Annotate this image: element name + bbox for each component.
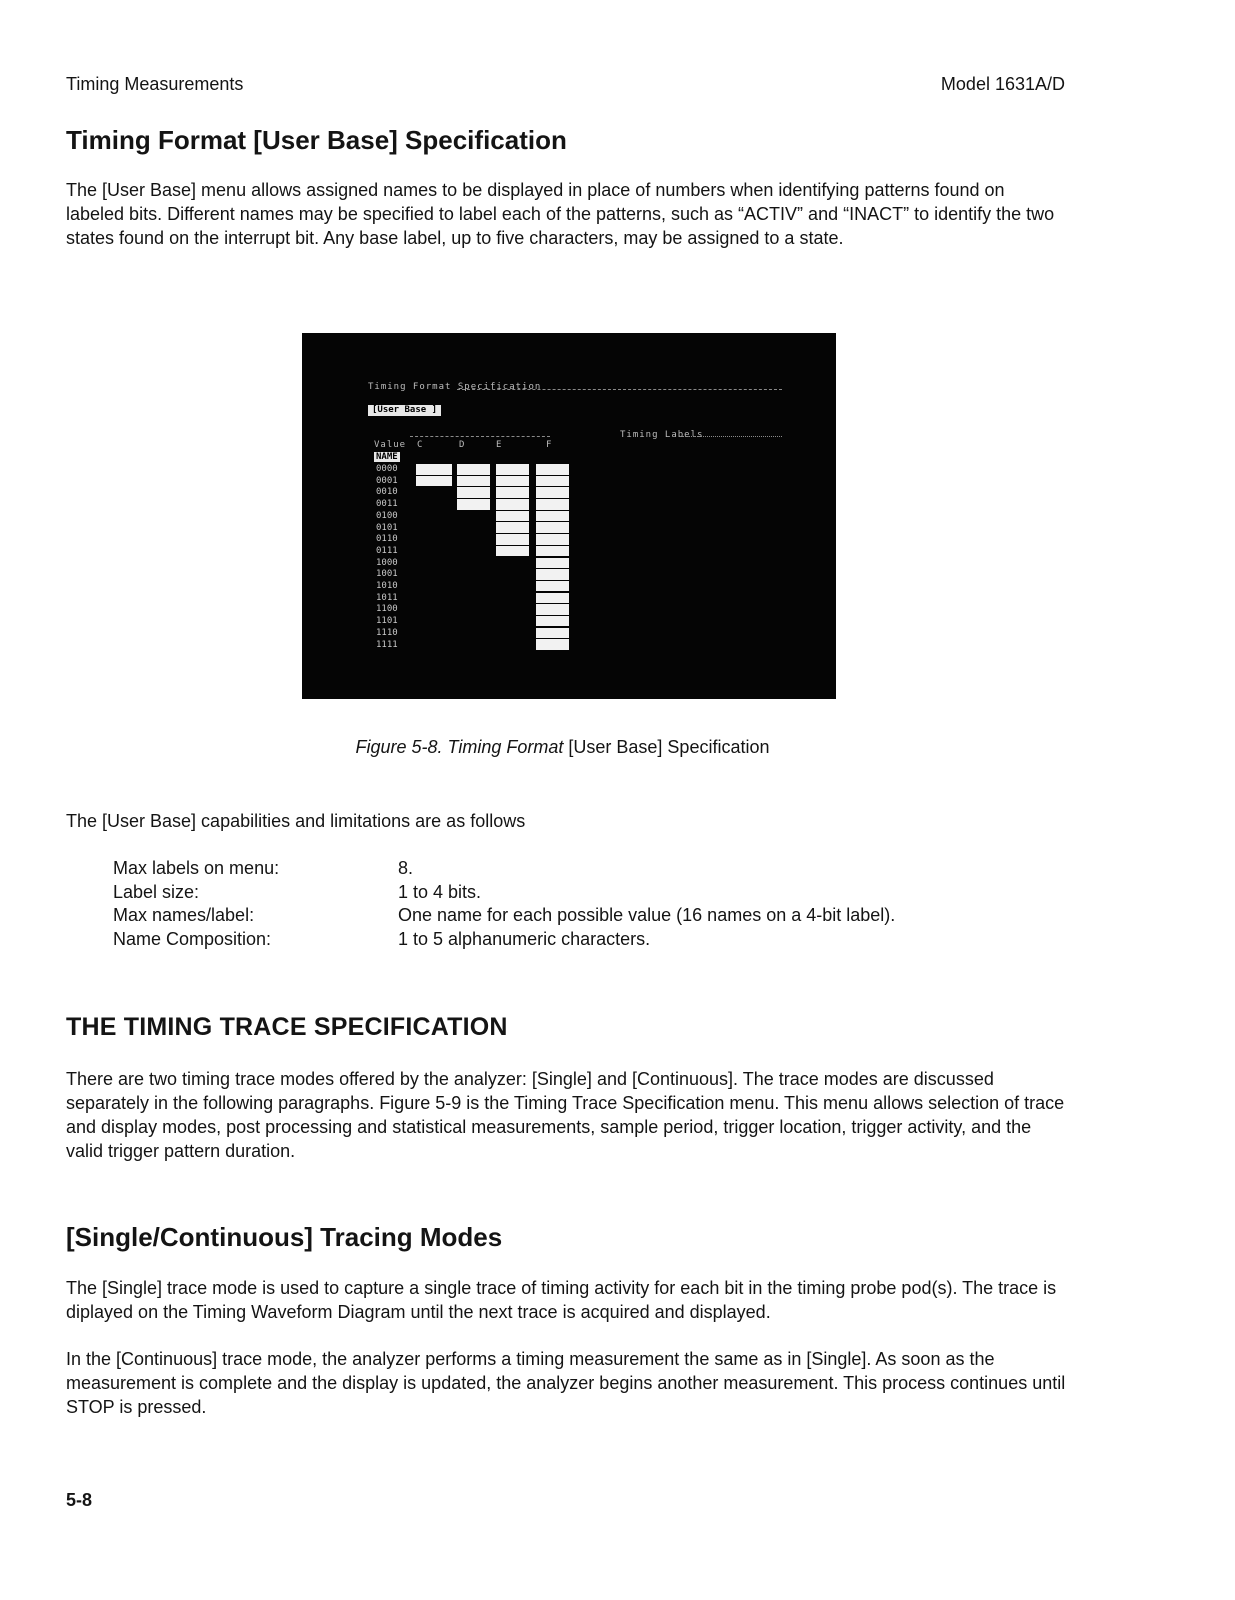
screen-name-cell — [536, 534, 569, 545]
screen-column-d-cells — [457, 464, 490, 511]
screen-name-cell — [536, 558, 569, 569]
screen-mode-field: [User Base ] — [368, 405, 441, 416]
screen-name-cell — [496, 487, 529, 498]
screen-value-item: 1010 — [376, 581, 398, 592]
figure-caption-rest: [User Base] Specification — [563, 737, 770, 757]
screen-value-item: 1000 — [376, 557, 398, 568]
screen-column-c-cells — [416, 464, 452, 487]
screen-name-cell — [496, 511, 529, 522]
screen-value-item: 1101 — [376, 616, 398, 627]
screen-name-cell — [457, 476, 490, 487]
capability-row — [113, 904, 895, 928]
screen-value-item: 1110 — [376, 627, 398, 638]
screen-value-item: 0010 — [376, 487, 398, 498]
capability-value: 1 to 4 bits. — [398, 881, 482, 902]
capability-key: Label size: — [113, 881, 200, 902]
capability-key: Max names/label: — [113, 905, 255, 925]
screen-value-heading: Value — [374, 440, 407, 450]
screen-name-cell — [536, 593, 569, 604]
page-number: 5-8 — [66, 1490, 93, 1510]
screen-column-f-cells — [536, 464, 569, 651]
capabilities-list — [113, 857, 895, 951]
screen-column-header-e: E — [496, 440, 502, 450]
screen-name-cell — [496, 534, 529, 545]
capability-key: Name Composition: — [113, 928, 272, 949]
screen-name-cell — [536, 581, 569, 592]
user-base-paragraph: The [User Base] menu allows assigned names to be displayed in place of numbers when identifying patterns found on labeled bits. Different names may be specified to label each of the patterns, such as “ACTIV” and “INACT” to identify the two states found on the interrupt bit. Any base label, up to five characters, may be assigned to a state. — [66, 180, 1055, 248]
screen-name-cell — [416, 476, 452, 487]
screen-name-cell — [536, 499, 569, 510]
screen-name-cell — [536, 616, 569, 627]
capability-value: 1 to 5 alphanumeric characters. — [398, 928, 651, 949]
screen-name-cell — [536, 511, 569, 522]
screen-column-header-f: F — [546, 440, 552, 450]
screen-name-cell — [457, 464, 490, 475]
screen-value-item: 1111 — [376, 639, 398, 650]
capability-value: One name for each possible value (16 names on a 4-bit label). — [398, 905, 896, 925]
screen-name-cell — [496, 546, 529, 557]
capability-row — [113, 857, 895, 881]
screen-name-cell — [536, 628, 569, 639]
screen-name-cell — [416, 464, 452, 475]
screen-name-cell — [536, 522, 569, 533]
screen-column-header-d: D — [459, 440, 465, 450]
capabilities-intro: The [User Base] capabilities and limitations are as follows — [66, 811, 526, 831]
screen-name-cell — [496, 499, 529, 510]
screen-value-item: 0100 — [376, 510, 398, 521]
screen-value-item: 1001 — [376, 569, 398, 580]
section-title-tracing-modes: [Single/Continuous] Tracing Modes — [66, 1222, 503, 1252]
screen-title-rule — [457, 389, 782, 390]
screen-labels-rule-left — [410, 436, 550, 437]
screen-value-item: 0111 — [376, 545, 398, 556]
screen-name-cell — [536, 464, 569, 475]
screen-labels-heading: Timing Labels — [620, 430, 704, 440]
screen-name-cell — [496, 476, 529, 487]
screen-name-cell — [457, 499, 490, 510]
screen-name-cell — [536, 546, 569, 557]
screen-value-list — [376, 464, 398, 651]
screen-value-item: 1011 — [376, 592, 398, 603]
screen-value-item: 0101 — [376, 522, 398, 533]
screen-name-cell — [536, 569, 569, 580]
capability-row — [113, 928, 895, 952]
section-title-user-base: Timing Format [User Base] Specification — [66, 125, 567, 155]
screen-name-cell — [536, 604, 569, 615]
screen-value-item: 0000 — [376, 464, 398, 474]
screen-name-cell — [536, 476, 569, 487]
screen-value-item: 0001 — [376, 475, 398, 486]
continuous-mode-paragraph: In the [Continuous] trace mode, the analyzer performs a timing measurement the same as in [Single]. As soon as the measurement is complete and the display is updated, the analyzer begins another measurement. This process continues until STOP is pressed. — [66, 1349, 1066, 1417]
screen-value-item: 1100 — [376, 604, 398, 615]
screen-name-cell — [496, 464, 529, 475]
screen-column-e-cells — [496, 464, 529, 558]
screen-title: Timing Format Specification — [368, 382, 542, 392]
screen-name-cell — [496, 522, 529, 533]
screen-figure — [302, 333, 836, 699]
screen-name-cell — [536, 487, 569, 498]
screen-name-cell — [457, 487, 490, 498]
figure-caption-italic: Figure 5-8. Timing Format — [355, 737, 564, 757]
screen-labels-rule-right — [682, 436, 782, 437]
screen-value-item: 0110 — [376, 534, 398, 545]
section-title-timing-trace: THE TIMING TRACE SPECIFICATION — [66, 1013, 508, 1041]
screen-value-item: 0011 — [376, 499, 398, 510]
running-header-right: Model 1631A/D — [940, 74, 1065, 94]
figure-caption — [0, 737, 1125, 758]
capability-value: 8. — [398, 858, 414, 878]
capability-key: Max labels on menu: — [113, 858, 280, 878]
screen-name-cell — [536, 639, 569, 650]
screen-name-field: NAME — [376, 452, 398, 462]
timing-trace-paragraph: There are two timing trace modes offered by the analyzer: [Single] and [Continuous]. The trace modes are discussed separately in the following paragraphs. Figure 5-9 is the Timing Trace Specification menu. This menu allows selection of trace and display modes, post processing and statistical measurements, sample period, trigger location, trigger activity, and the valid trigger pattern duration. — [66, 1069, 1065, 1161]
capability-row — [113, 881, 895, 905]
running-header-left: Timing Measurements — [66, 74, 244, 94]
screen-column-header-c: C — [417, 440, 423, 450]
single-mode-paragraph: The [Single] trace mode is used to capture a single trace of timing activity for each bit in the timing probe pod(s). The trace is diplayed on the Timing Waveform Diagram until the next trace is acquired and displayed. — [66, 1278, 1057, 1322]
